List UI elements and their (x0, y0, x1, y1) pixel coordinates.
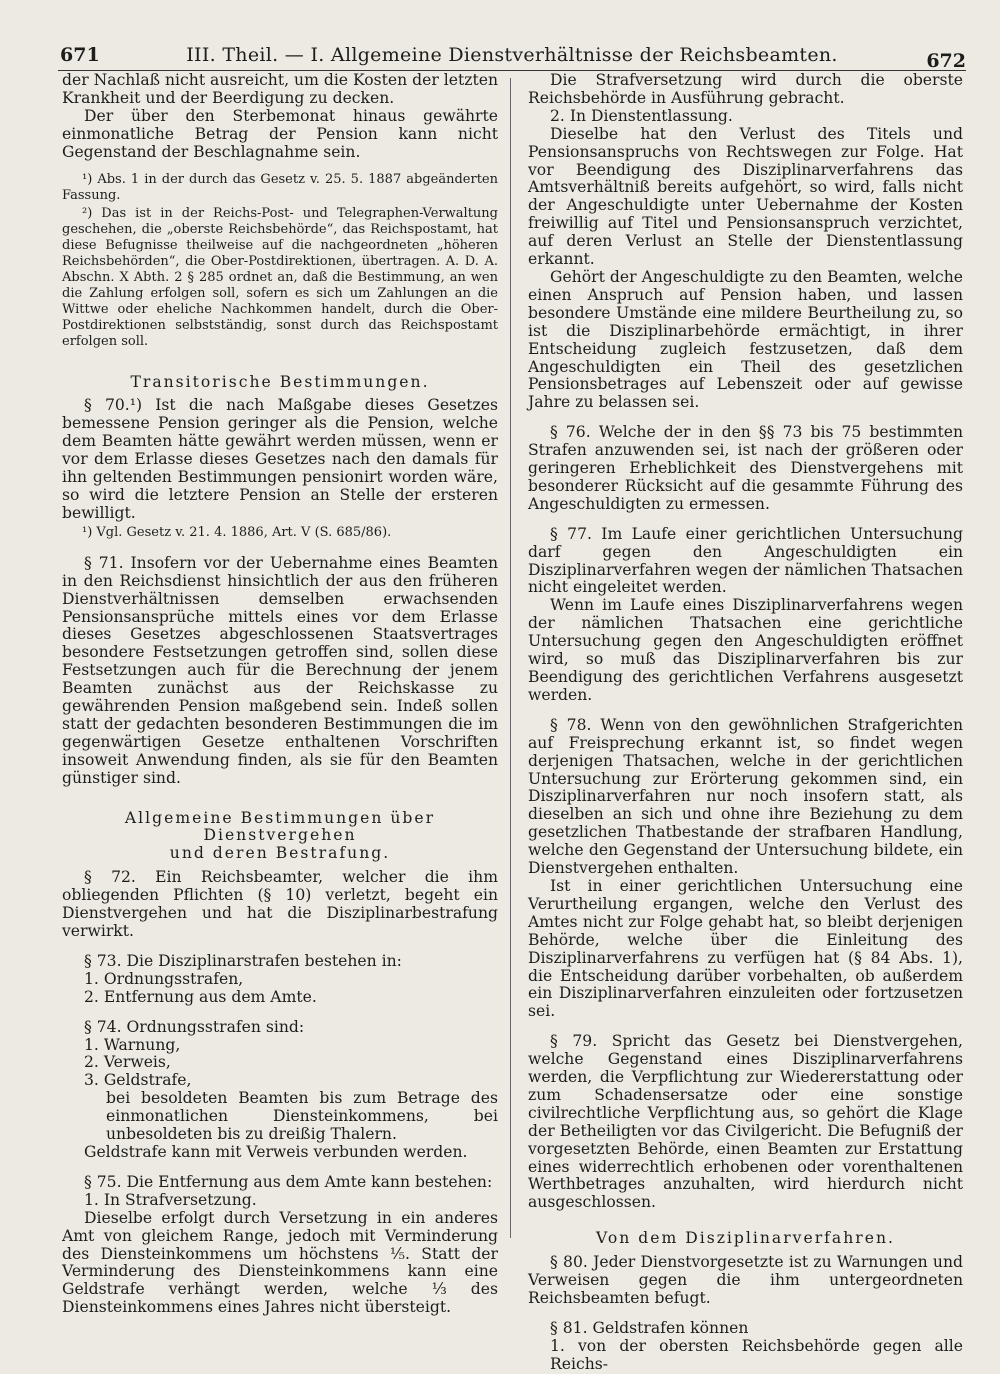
page-header (58, 40, 966, 70)
paragraph: Der über den Sterbemonat hinaus gewährte einmonatliche Betrag der Pension kann nicht Gegenstand der Beschlagnahme sein. (62, 106, 498, 161)
section-heading: Allgemeine Bestimmungen über Dienstvergehen (124, 808, 436, 845)
paragraph: Gehört der Angeschuldigte zu den Beamten, welche einen Anspruch auf Pension haben, und lassen besondere Umstände eine mildere Beurtheilung zu, so ist die Disziplinarbehörde ermächtigt, in ihrer Entscheidung zugleich festzusetzen, daß dem Angeschuldigten ein Theil des gesetzlichen Pensionsbetrages auf Lebenszeit oder auf gewisse Jahre zu belassen sei. (528, 267, 963, 412)
paragraph: Die Strafversetzung wird durch die oberste Reichsbehörde in Ausführung gebracht. (528, 71, 963, 107)
list-item-detail: bei besoldeten Beamten bis zum Betrage des einmonatlichen Diensteinkommens, bei unbesoldeten bis zu dreißig Thalern. (106, 1089, 498, 1144)
list-item: 1. Warnung, (84, 1035, 181, 1054)
section-77: § 77. Im Laufe einer gerichtlichen Untersuchung darf gegen den Angeschuldigten ein Disziplinarverfahren wegen der nämlichen Thatsachen nicht eingeleitet werden. (528, 524, 963, 597)
section-heading: und deren Bestrafung. (169, 844, 391, 863)
list-item: 1. In Strafversetzung. (84, 1190, 257, 1209)
section-78: § 78. Wenn von den gewöhnlichen Strafgerichten auf Freisprechung erkannt ist, so findet wegen derjenigen Thatsachen, welche in der gerichtlichen Untersuchung zur Erörterung gekommen sind, ein Disziplinarverfahren nur noch insofern statt, als dieselben an sich und ohne ihre Beziehung zu dem gesetzlichen Thatbestande der strafbaren Handlung, welche den Gegenstand der Untersuchung bildete, ein Dienstvergehen enthalten. (528, 715, 963, 878)
list-item: 2. Verweis, (84, 1053, 171, 1072)
footnote: ¹) Abs. 1 in der durch das Gesetz v. 25. 5. 1887 abgeänderten Fassung. (62, 171, 498, 203)
right-column (528, 72, 963, 1374)
section-75: § 75. Die Entfernung aus dem Amte kann bestehen: (84, 1172, 493, 1191)
list-item: 1. Ordnungsstrafen, (84, 969, 244, 988)
section-73: § 73. Die Disziplinarstrafen bestehen in: (84, 951, 402, 970)
paragraph: Dieselbe erfolgt durch Versetzung in ein anderes Amt von gleichem Range, jedoch mit Verminderung des Diensteinkommens um höchstens ⅕. Statt der Verminderung des Diensteinkommens kann eine Geldstrafe verhängt werden, welche ⅓ des Diensteinkommens eines Jahres nicht übersteigt. (62, 1208, 498, 1317)
section-76: § 76. Welche der in den §§ 73 bis 75 bestimmten Strafen anzuwenden sei, ist nach der größeren oder geringeren Erheblichkeit des Dienstvergehens mit besonderer Rücksicht auf die gesammte Führung des Angeschuldigten zu ermessen. (528, 423, 963, 513)
list-item: 3. Geldstrafe, (84, 1071, 192, 1090)
running-title: III. Theil. — I. Allgemeine Dienstverhältnisse der Reichsbeamten. (186, 44, 838, 66)
left-column (62, 72, 498, 1317)
list-item: 2. In Dienstentlassung. (550, 106, 733, 125)
paragraph: Wenn im Laufe eines Disziplinarverfahrens wegen der nämlichen Thatsachen eine gerichtliche Untersuchung gegen den Angeschuldigten eröffnet wird, so muß das Disziplinarverfahren bis zur Beendigung des gerichtlichen Verfahrens ausgesetzt werden. (528, 596, 963, 704)
column-divider (510, 78, 511, 1238)
section-heading: Transitorische Bestimmungen. (130, 372, 430, 391)
page-number-right: 672 (926, 50, 966, 72)
section-70: § 70.¹) Ist die nach Maßgabe dieses Gesetzes bemessene Pension geringer als die Pension, welche dem Beamten hätte gewährt werden müssen, wenn er vor dem Erlasse dieses Gesetzes nach den damals für ihn geltenden Bestimmungen pensionirt worden wäre, so wird die letztere Pension an Stelle der ersteren bewilligt. (62, 396, 498, 522)
section-81: § 81. Geldstrafen können (550, 1318, 749, 1337)
paragraph: Geldstrafe kann mit Verweis verbunden werden. (84, 1142, 468, 1161)
footnote: ¹) Vgl. Gesetz v. 21. 4. 1886, Art. V (S. 685/86). (82, 524, 392, 540)
section-72: § 72. Ein Reichsbeamter, welcher die ihm obliegenden Pflichten (§ 10) verletzt, begeht ein Dienstvergehen und hat die Disziplinarbestrafung verwirkt. (62, 868, 498, 940)
section-79: § 79. Spricht das Gesetz bei Dienstvergehen, welche Gegenstand eines Disziplinarverfahrens werden, die Verpflichtung zur Wiedererstattung oder zum Schadensersatze oder eine sonstige civilrechtliche Verpflichtung aus, so gehört die Klage der Betheiligten vor das Civilgericht. Die Befugniß der vorgesetzten Behörde, einen Beamten zur Erstattung eines widerrechtlich erhobenen oder vorenthaltenen Werthbetrages anzuhalten, wird hierdurch nicht ausgeschlossen. (528, 1032, 963, 1212)
footnote: ²) Das ist in der Reichs-Post- und Telegraphen-Verwaltung geschehen, die „oberste Reichsbehörde“, das Reichspostamt, hat diese Befugnisse theilweise auf die nachgeordneten „höheren Reichsbehörden“, die Ober-Postdirektionen, übertragen. A. D. A. Abschn. X Abth. 2 § 285 ordnet an, daß die Bestimmung, an wen die Zahlung erfolgen soll, sofern es sich um Zahlungen an die Wittwe oder eheliche Nachkommen handelt, durch die Ober-Postdirektionen selbstständig, sonst durch das Reichspostamt erfolgen soll. (62, 205, 498, 349)
section-80: § 80. Jeder Dienstvorgesetzte ist zu Warnungen und Verweisen gegen die ihm untergeordneten Reichsbeamten befugt. (528, 1253, 963, 1307)
paragraph: der Nachlaß nicht ausreicht, um die Kosten der letzten Krankheit und der Beerdigung zu decken. (62, 71, 498, 107)
list-item: 1. von der obersten Reichsbehörde gegen alle Reichs- (550, 1336, 963, 1373)
section-71: § 71. Insofern vor der Uebernahme eines Beamten in den Reichsdienst hinsichtlich der aus den früheren Dienstverhältnissen demselben erwachsenden Pensionsansprüche mittels eines vor dem Erlasse dieses Gesetzes abgeschlossenen Staatsvertrages besondere Festsetzungen getroffen sind, sollen diese Festsetzungen auch für die Berechnung der jenem Beamten zunächst aus der Reichskasse zu gewährenden Pension maßgebend sein. Indeß sollen statt der gedachten besonderen Bestimmungen die im gegenwärtigen Gesetze enthaltenen Vorschriften insoweit Anwendung finden, als sie für den Beamten günstiger sind. (62, 553, 498, 787)
page-number-left: 671 (60, 44, 100, 66)
section-74: § 74. Ordnungsstrafen sind: (84, 1017, 305, 1036)
paragraph: Dieselbe hat den Verlust des Titels und Pensionsanspruchs von Rechtswegen zur Folge. Hat vor Beendigung des Disziplinarverfahrens das Amtsverhältniß bereits aufgehört, so wird, falls nicht der Angeschuldigte unter Uebernahme der Kosten freiwillig auf Titel und Pensionsanspruch verzichtet, auf deren Verlust an Stelle der Dienstentlassung erkannt. (528, 124, 963, 269)
list-item: 2. Entfernung aus dem Amte. (84, 987, 317, 1006)
paragraph: Ist in einer gerichtlichen Untersuchung eine Verurtheilung ergangen, welche den Verlust des Amtes nicht zur Folge gehabt hat, so bleibt derjenigen Behörde, welche über die Einleitung des Disziplinarverfahrens zu verfügen hat (§ 84 Abs. 1), die Entscheidung darüber vorbehalten, ob außerdem ein Disziplinarverfahren einzuleiten oder fortzusetzen sei. (528, 876, 963, 1021)
section-heading: Von dem Disziplinarverfahren. (596, 1229, 895, 1248)
